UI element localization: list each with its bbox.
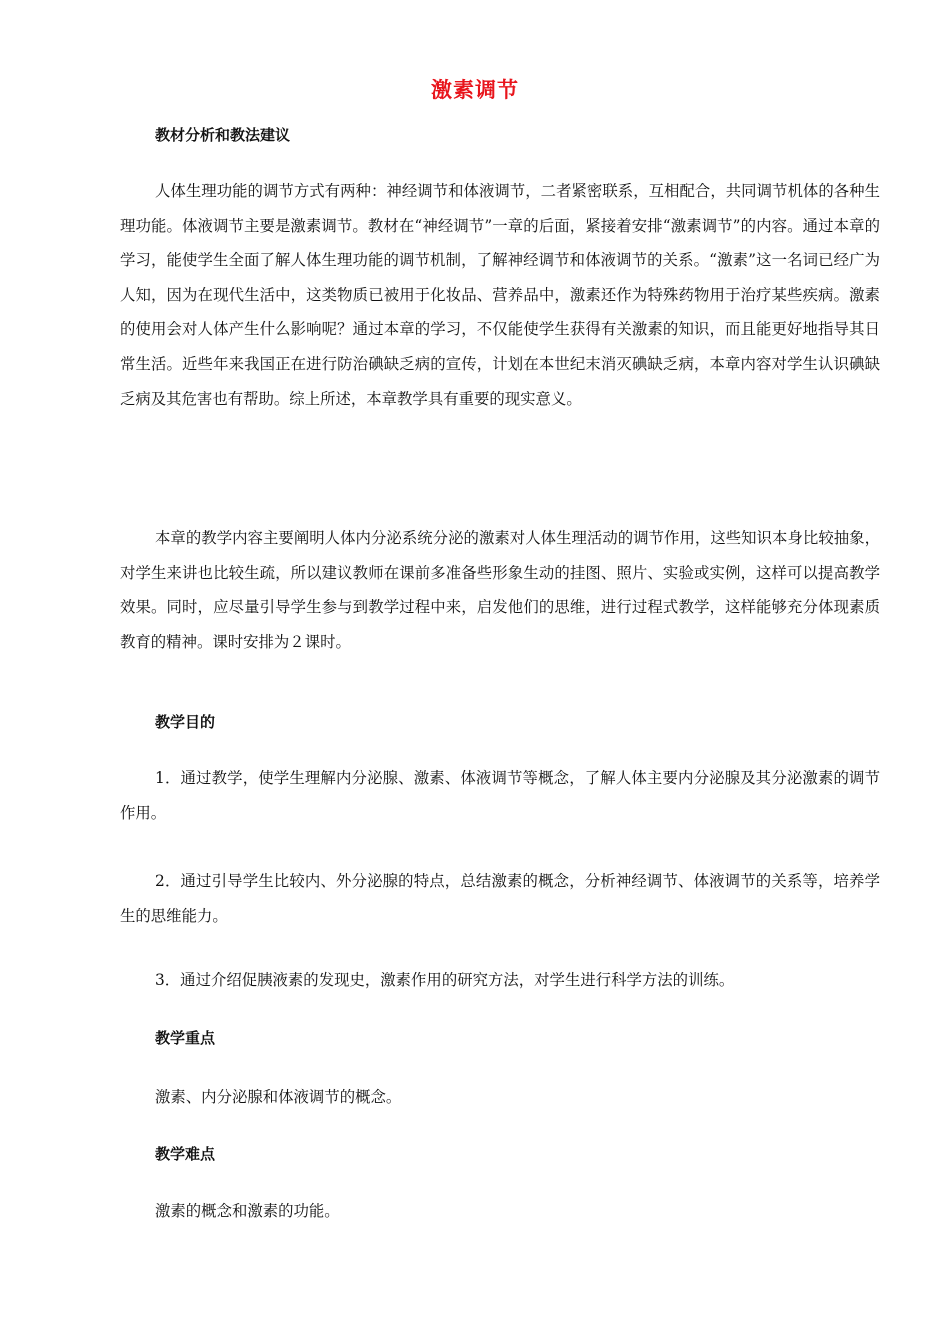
objective-item-2: 2．通过引导学生比较内、外分泌腺的特点，总结激素的概念，分析神经调节、体液调节的关系等，培养学生的思维能力。 [120,872,880,925]
section-heading-analysis: 教材分析和教法建议 [155,126,291,144]
objective-item-1: 1．通过教学，使学生理解内分泌腺、激素、体液调节等概念，了解人体主要内分泌腺及其分泌激素的调节作用。 [120,769,880,822]
difficulties-text: 激素的概念和激素的功能。 [155,1202,340,1220]
analysis-paragraph-2: 本章的教学内容主要阐明人体内分泌系统分泌的激素对人体生理活动的调节作用，这些知识本身比较抽象，对学生来讲也比较生疏，所以建议教师在课前多准备些形象生动的挂图、照片、实验或实例，这样可以提高教学效果。同时，应尽量引导学生参与到教学过程中来，启发他们的思维，进行过程式教学，这样能够充分体现素质教育的精神。课时安排为２课时。 [120,529,880,651]
section-heading-key-points: 教学重点 [155,1029,216,1047]
document-title: 激素调节 [431,78,519,102]
section-heading-objectives: 教学目的 [155,713,216,731]
objective-item-3: 3．通过介绍促胰液素的发现史，激素作用的研究方法，对学生进行科学方法的训练。 [155,971,735,989]
key-points-text: 激素、内分泌腺和体液调节的概念。 [155,1088,402,1106]
analysis-paragraph-1: 人体生理功能的调节方式有两种：神经调节和体液调节，二者紧密联系，互相配合，共同调节机体的各种生理功能。体液调节主要是激素调节。教材在“神经调节”一章的后面，紧接着安排“激素调节”的内容。通过本章的学习，能使学生全面了解人体生理功能的调节机制，了解神经调节和体液调节的关系。“激素”这一名词已经广为人知，因为在现代生活中，这类物质已被用于化妆品、营养品中，激素还作为特殊药物用于治疗某些疾病。激素的使用会对人体产生什么影响呢？通过本章的学习，不仅能使学生获得有关激素的知识，而且能更好地指导其日常生活。近些年来我国正在进行防治碘缺乏病的宣传，计划在本世纪末消灭碘缺乏病，本章内容对学生认识碘缺乏病及其危害也有帮助。综上所述，本章教学具有重要的现实意义。 [120,182,880,408]
section-heading-difficulties: 教学难点 [155,1145,216,1163]
